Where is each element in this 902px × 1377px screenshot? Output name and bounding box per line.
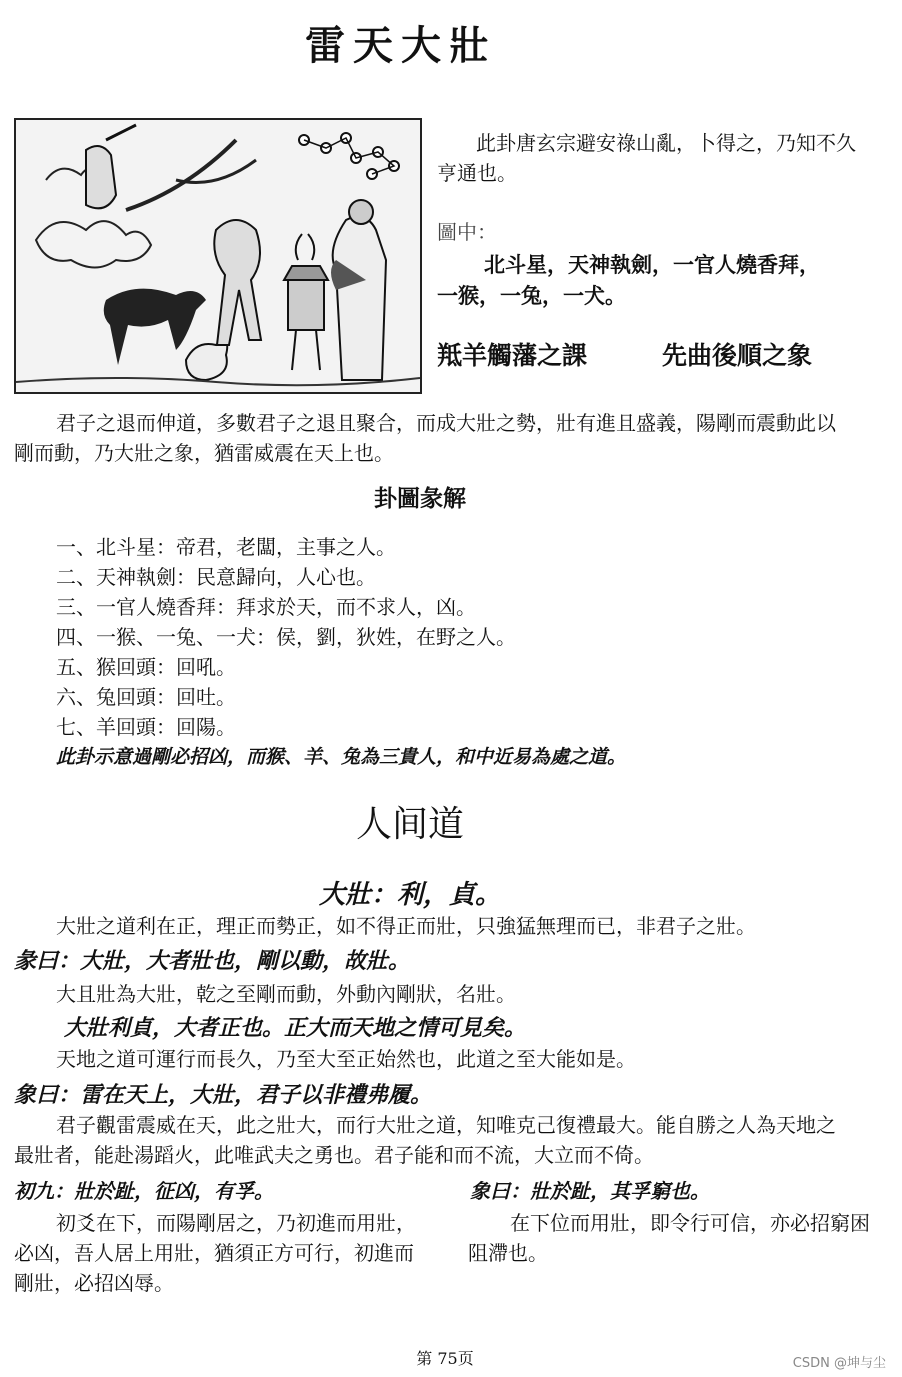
figure-label: 圖中： xyxy=(437,220,497,244)
explain-item: 五、猴回頭：回吼。 xyxy=(56,655,236,679)
tuan-1: 彖曰：大壯，大者壯也，剛以動，故壯。 xyxy=(14,948,411,974)
line-nine-xiang-title: 象曰：壯於趾，其孚窮也。 xyxy=(470,1179,710,1203)
line-nine-xiang-text: 在下位而用壯，即令行可信，亦必招窮困 xyxy=(510,1211,870,1235)
explain-item: 四、一猴、一兔、一犬：侯，劉，狄姓，在野之人。 xyxy=(56,625,516,649)
watermark: CSDN @坤与尘 xyxy=(792,1356,886,1371)
lesson-image: 先曲後順之象 xyxy=(662,341,813,370)
lesson-name: 羝羊觸藩之課 xyxy=(437,341,588,370)
page-number: 第 75页 xyxy=(416,1349,474,1368)
main-para-line-1: 君子之退而伸道，多數君子之退且聚合，而成大壯之勢，壯有進且盛義，陽剛而震動此以 xyxy=(56,411,836,435)
explain-summary: 此卦示意過剛必招凶，而猴、羊、兔為三貴人，和中近易為處之道。 xyxy=(56,746,627,768)
tuan-2-text: 天地之道可運行而長久，乃至大至正始然也，此道之至大能如是。 xyxy=(56,1047,636,1071)
main-para-line-2: 剛而動，乃大壯之象，猶雷威震在天上也。 xyxy=(14,441,394,465)
judgment-text: 大壯之道利在正，理正而勢正，如不得正而壯，只強猛無理而已，非君子之壯。 xyxy=(56,914,756,938)
explain-item: 三、一官人燒香拜：拜求於天，而不求人，凶。 xyxy=(56,595,476,619)
figure-items-1: 北斗星，天神執劍，一官人燒香拜， xyxy=(484,252,820,277)
line-nine-xiang-text: 阻滯也。 xyxy=(468,1241,548,1265)
woodcut-image xyxy=(16,120,420,392)
explain-item: 二、天神執劍：民意歸向，人心也。 xyxy=(56,565,376,589)
intro-line-1: 此卦唐玄宗避安祿山亂，卜得之，乃知不久 xyxy=(476,131,856,155)
explain-heading: 卦圖彖解 xyxy=(374,485,466,512)
explain-item: 七、羊回頭：回陽。 xyxy=(56,715,236,739)
line-nine-text: 剛壯，必招凶辱。 xyxy=(14,1271,174,1295)
xiang-text-2: 最壯者，能赴湯蹈火，此唯武夫之勇也。君子能和而不流，大立而不倚。 xyxy=(14,1143,654,1167)
xiang-text-1: 君子觀雷震威在天，此之壯大，而行大壯之道，知唯克己復禮最大。能自勝之人為天地之 xyxy=(56,1113,836,1137)
line-nine-text: 必凶，吾人居上用壯，猶須正方可行，初進而 xyxy=(14,1241,414,1265)
judgment: 大壯：利，貞。 xyxy=(318,880,501,910)
hexagram-illustration xyxy=(14,118,422,394)
page-title: 雷天大壯 xyxy=(305,22,497,69)
tuan-1-text: 大且壯為大壯，乾之至剛而動，外動內剛狀，名壯。 xyxy=(56,982,516,1006)
section-heading: 人间道 xyxy=(355,804,464,845)
line-nine-text: 初爻在下，而陽剛居之，乃初進而用壯， xyxy=(56,1211,416,1235)
explain-item: 六、兔回頭：回吐。 xyxy=(56,685,236,709)
tuan-2: 大壯利貞，大者正也。正大而天地之情可見矣。 xyxy=(64,1015,527,1041)
intro-line-2: 亨通也。 xyxy=(437,161,517,185)
xiang: 象曰：雷在天上，大壯，君子以非禮弗履。 xyxy=(14,1082,433,1108)
line-nine-title: 初九：壯於趾，征凶，有孚。 xyxy=(14,1179,274,1203)
explain-item: 一、北斗星：帝君，老闆，主事之人。 xyxy=(56,535,396,559)
figure-items-2: 一猴，一兔，一犬。 xyxy=(437,283,626,308)
